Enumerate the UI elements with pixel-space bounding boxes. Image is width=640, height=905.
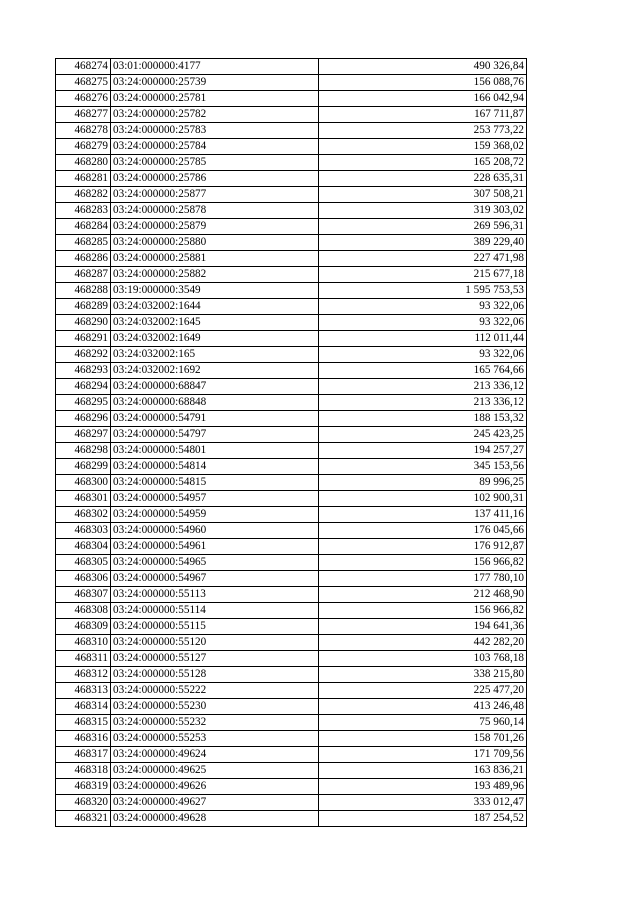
value-cell: 171 709,56 xyxy=(319,747,527,763)
table-row xyxy=(56,763,527,779)
table-row xyxy=(56,491,527,507)
row-number-cell: 468293 xyxy=(56,363,111,379)
cadastral-number-cell: 03:24:000000:55127 xyxy=(111,651,319,667)
cadastral-number-cell: 03:24:000000:55253 xyxy=(111,731,319,747)
table-row xyxy=(56,187,527,203)
row-number-cell: 468297 xyxy=(56,427,111,443)
row-number-cell: 468313 xyxy=(56,683,111,699)
cadastral-number-cell: 03:24:000000:54791 xyxy=(111,411,319,427)
table-row xyxy=(56,811,527,827)
cadastral-number-cell: 03:24:000000:55115 xyxy=(111,619,319,635)
value-cell: 490 326,84 xyxy=(319,59,527,75)
table-row xyxy=(56,571,527,587)
cadastral-number-cell: 03:24:000000:49624 xyxy=(111,747,319,763)
cadastral-number-cell: 03:24:000000:55120 xyxy=(111,635,319,651)
cadastral-number-cell: 03:24:000000:25877 xyxy=(111,187,319,203)
value-cell: 165 208,72 xyxy=(319,155,527,171)
value-cell: 319 303,02 xyxy=(319,203,527,219)
table-row xyxy=(56,139,527,155)
cadastral-number-cell: 03:24:032002:1644 xyxy=(111,299,319,315)
table-row xyxy=(56,523,527,539)
table-row xyxy=(56,379,527,395)
value-cell: 166 042,94 xyxy=(319,91,527,107)
row-number-cell: 468294 xyxy=(56,379,111,395)
table-row xyxy=(56,123,527,139)
table-row xyxy=(56,315,527,331)
table-row xyxy=(56,251,527,267)
value-cell: 193 489,96 xyxy=(319,779,527,795)
value-cell: 137 411,16 xyxy=(319,507,527,523)
cadastral-number-cell: 03:24:000000:25782 xyxy=(111,107,319,123)
value-cell: 156 088,76 xyxy=(319,75,527,91)
row-number-cell: 468287 xyxy=(56,267,111,283)
row-number-cell: 468304 xyxy=(56,539,111,555)
table-row xyxy=(56,795,527,811)
row-number-cell: 468285 xyxy=(56,235,111,251)
row-number-cell: 468281 xyxy=(56,171,111,187)
cadastral-number-cell: 03:24:000000:54797 xyxy=(111,427,319,443)
table-row xyxy=(56,555,527,571)
row-number-cell: 468284 xyxy=(56,219,111,235)
value-cell: 93 322,06 xyxy=(319,315,527,331)
value-cell: 213 336,12 xyxy=(319,379,527,395)
value-cell: 215 677,18 xyxy=(319,267,527,283)
table-row xyxy=(56,443,527,459)
value-cell: 158 701,26 xyxy=(319,731,527,747)
row-number-cell: 468306 xyxy=(56,571,111,587)
value-cell: 89 996,25 xyxy=(319,475,527,491)
value-cell: 345 153,56 xyxy=(319,459,527,475)
table-row xyxy=(56,651,527,667)
row-number-cell: 468298 xyxy=(56,443,111,459)
table-row xyxy=(56,699,527,715)
value-cell: 159 368,02 xyxy=(319,139,527,155)
value-cell: 167 711,87 xyxy=(319,107,527,123)
table-row xyxy=(56,507,527,523)
row-number-cell: 468278 xyxy=(56,123,111,139)
cadastral-number-cell: 03:24:032002:165 xyxy=(111,347,319,363)
value-cell: 338 215,80 xyxy=(319,667,527,683)
value-cell: 413 246,48 xyxy=(319,699,527,715)
value-cell: 213 336,12 xyxy=(319,395,527,411)
value-cell: 212 468,90 xyxy=(319,587,527,603)
value-cell: 269 596,31 xyxy=(319,219,527,235)
row-number-cell: 468286 xyxy=(56,251,111,267)
row-number-cell: 468288 xyxy=(56,283,111,299)
table-row xyxy=(56,731,527,747)
row-number-cell: 468291 xyxy=(56,331,111,347)
table-row xyxy=(56,331,527,347)
value-cell: 227 471,98 xyxy=(319,251,527,267)
value-cell: 176 912,87 xyxy=(319,539,527,555)
value-cell: 389 229,40 xyxy=(319,235,527,251)
row-number-cell: 468303 xyxy=(56,523,111,539)
cadastral-number-cell: 03:24:000000:49626 xyxy=(111,779,319,795)
cadastral-number-cell: 03:24:032002:1692 xyxy=(111,363,319,379)
row-number-cell: 468295 xyxy=(56,395,111,411)
row-number-cell: 468274 xyxy=(56,59,111,75)
value-cell: 103 768,18 xyxy=(319,651,527,667)
value-cell: 194 257,27 xyxy=(319,443,527,459)
row-number-cell: 468315 xyxy=(56,715,111,731)
row-number-cell: 468305 xyxy=(56,555,111,571)
cadastral-number-cell: 03:24:000000:54957 xyxy=(111,491,319,507)
row-number-cell: 468311 xyxy=(56,651,111,667)
table-row xyxy=(56,91,527,107)
row-number-cell: 468300 xyxy=(56,475,111,491)
table-row xyxy=(56,347,527,363)
row-number-cell: 468318 xyxy=(56,763,111,779)
cadastral-number-cell: 03:24:000000:54960 xyxy=(111,523,319,539)
row-number-cell: 468279 xyxy=(56,139,111,155)
table-row xyxy=(56,363,527,379)
row-number-cell: 468312 xyxy=(56,667,111,683)
row-number-cell: 468317 xyxy=(56,747,111,763)
row-number-cell: 468276 xyxy=(56,91,111,107)
cadastral-number-cell: 03:24:000000:54965 xyxy=(111,555,319,571)
cadastral-number-cell: 03:24:000000:25878 xyxy=(111,203,319,219)
cadastral-value-table xyxy=(55,58,527,827)
cadastral-number-cell: 03:24:000000:54815 xyxy=(111,475,319,491)
value-cell: 176 045,66 xyxy=(319,523,527,539)
cadastral-number-cell: 03:24:000000:25879 xyxy=(111,219,319,235)
cadastral-number-cell: 03:24:000000:68847 xyxy=(111,379,319,395)
value-cell: 156 966,82 xyxy=(319,555,527,571)
value-cell: 177 780,10 xyxy=(319,571,527,587)
value-cell: 1 595 753,53 xyxy=(319,283,527,299)
table-row xyxy=(56,235,527,251)
row-number-cell: 468299 xyxy=(56,459,111,475)
cadastral-number-cell: 03:24:000000:54801 xyxy=(111,443,319,459)
value-cell: 93 322,06 xyxy=(319,347,527,363)
row-number-cell: 468301 xyxy=(56,491,111,507)
cadastral-number-cell: 03:24:032002:1645 xyxy=(111,315,319,331)
table-row xyxy=(56,107,527,123)
cadastral-number-cell: 03:24:000000:54959 xyxy=(111,507,319,523)
table-row xyxy=(56,667,527,683)
row-number-cell: 468275 xyxy=(56,75,111,91)
cadastral-number-cell: 03:24:000000:49627 xyxy=(111,795,319,811)
table-body xyxy=(56,59,527,827)
cadastral-number-cell: 03:24:000000:49625 xyxy=(111,763,319,779)
value-cell: 442 282,20 xyxy=(319,635,527,651)
table-row xyxy=(56,779,527,795)
cadastral-number-cell: 03:24:000000:55113 xyxy=(111,587,319,603)
value-cell: 225 477,20 xyxy=(319,683,527,699)
value-cell: 187 254,52 xyxy=(319,811,527,827)
value-cell: 156 966,82 xyxy=(319,603,527,619)
table-row xyxy=(56,203,527,219)
cadastral-number-cell: 03:24:000000:55232 xyxy=(111,715,319,731)
row-number-cell: 468319 xyxy=(56,779,111,795)
row-number-cell: 468308 xyxy=(56,603,111,619)
row-number-cell: 468290 xyxy=(56,315,111,331)
row-number-cell: 468282 xyxy=(56,187,111,203)
table-row xyxy=(56,395,527,411)
value-cell: 245 423,25 xyxy=(319,427,527,443)
row-number-cell: 468316 xyxy=(56,731,111,747)
table-row xyxy=(56,155,527,171)
cadastral-number-cell: 03:24:000000:25881 xyxy=(111,251,319,267)
cadastral-number-cell: 03:24:000000:55222 xyxy=(111,683,319,699)
cadastral-number-cell: 03:24:000000:54814 xyxy=(111,459,319,475)
cadastral-number-cell: 03:24:000000:55230 xyxy=(111,699,319,715)
table-row xyxy=(56,283,527,299)
cadastral-number-cell: 03:24:000000:54967 xyxy=(111,571,319,587)
value-cell: 194 641,36 xyxy=(319,619,527,635)
cadastral-number-cell: 03:24:000000:25880 xyxy=(111,235,319,251)
row-number-cell: 468320 xyxy=(56,795,111,811)
row-number-cell: 468302 xyxy=(56,507,111,523)
table-row xyxy=(56,603,527,619)
cadastral-number-cell: 03:19:000000:3549 xyxy=(111,283,319,299)
table-row xyxy=(56,635,527,651)
row-number-cell: 468289 xyxy=(56,299,111,315)
table-row xyxy=(56,75,527,91)
value-cell: 307 508,21 xyxy=(319,187,527,203)
cadastral-number-cell: 03:24:032002:1649 xyxy=(111,331,319,347)
table-row xyxy=(56,299,527,315)
cadastral-number-cell: 03:24:000000:25882 xyxy=(111,267,319,283)
cadastral-number-cell: 03:24:000000:25783 xyxy=(111,123,319,139)
value-cell: 228 635,31 xyxy=(319,171,527,187)
cadastral-number-cell: 03:24:000000:25739 xyxy=(111,75,319,91)
value-cell: 102 900,31 xyxy=(319,491,527,507)
value-cell: 188 153,32 xyxy=(319,411,527,427)
value-cell: 253 773,22 xyxy=(319,123,527,139)
table-row xyxy=(56,539,527,555)
row-number-cell: 468277 xyxy=(56,107,111,123)
row-number-cell: 468283 xyxy=(56,203,111,219)
value-cell: 165 764,66 xyxy=(319,363,527,379)
cadastral-number-cell: 03:24:000000:25785 xyxy=(111,155,319,171)
value-cell: 163 836,21 xyxy=(319,763,527,779)
row-number-cell: 468309 xyxy=(56,619,111,635)
cadastral-number-cell: 03:24:000000:25784 xyxy=(111,139,319,155)
value-cell: 333 012,47 xyxy=(319,795,527,811)
cadastral-number-cell: 03:24:000000:25781 xyxy=(111,91,319,107)
table-row xyxy=(56,715,527,731)
row-number-cell: 468292 xyxy=(56,347,111,363)
table-row xyxy=(56,459,527,475)
value-cell: 93 322,06 xyxy=(319,299,527,315)
table-row xyxy=(56,475,527,491)
table-row xyxy=(56,427,527,443)
table-row xyxy=(56,683,527,699)
row-number-cell: 468307 xyxy=(56,587,111,603)
cadastral-number-cell: 03:24:000000:55128 xyxy=(111,667,319,683)
table-row xyxy=(56,171,527,187)
table-row xyxy=(56,219,527,235)
value-cell: 75 960,14 xyxy=(319,715,527,731)
table-row xyxy=(56,747,527,763)
cadastral-number-cell: 03:24:000000:55114 xyxy=(111,603,319,619)
cadastral-number-cell: 03:01:000000:4177 xyxy=(111,59,319,75)
row-number-cell: 468296 xyxy=(56,411,111,427)
table-row xyxy=(56,411,527,427)
cadastral-number-cell: 03:24:000000:54961 xyxy=(111,539,319,555)
cadastral-number-cell: 03:24:000000:25786 xyxy=(111,171,319,187)
table-row xyxy=(56,267,527,283)
row-number-cell: 468280 xyxy=(56,155,111,171)
cadastral-number-cell: 03:24:000000:49628 xyxy=(111,811,319,827)
row-number-cell: 468310 xyxy=(56,635,111,651)
cadastral-number-cell: 03:24:000000:68848 xyxy=(111,395,319,411)
table-row xyxy=(56,619,527,635)
row-number-cell: 468321 xyxy=(56,811,111,827)
row-number-cell: 468314 xyxy=(56,699,111,715)
value-cell: 112 011,44 xyxy=(319,331,527,347)
table-row xyxy=(56,587,527,603)
table-row xyxy=(56,59,527,75)
